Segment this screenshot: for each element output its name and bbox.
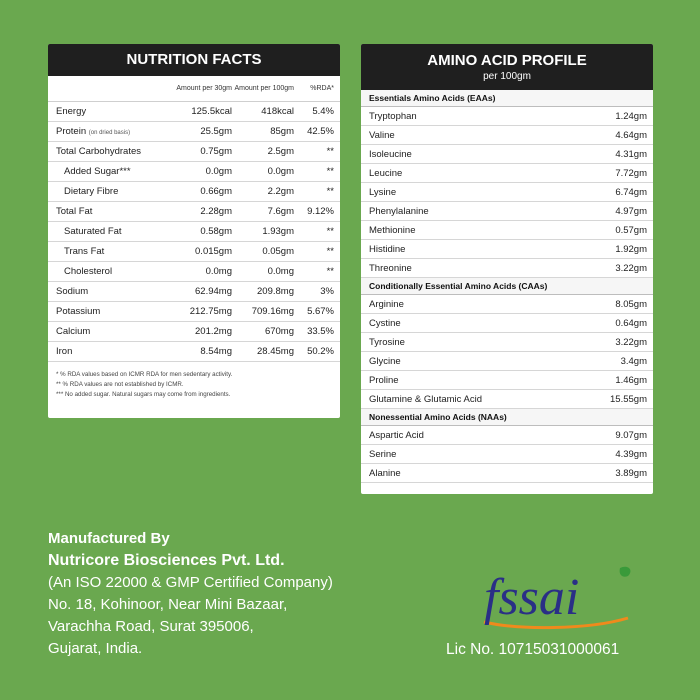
amino-name: Aspartic Acid (369, 429, 424, 441)
per30-value: 0.75gm (200, 146, 232, 157)
amino-name: Lysine (369, 186, 397, 198)
amino-acid-header (361, 44, 653, 90)
nutrition-rows (48, 102, 340, 362)
amino-name: Valine (369, 129, 395, 141)
amino-name: Glycine (369, 355, 401, 367)
per100-value: 0.0mg (267, 266, 294, 277)
license-number: Lic No. 10715031000061 (446, 641, 620, 658)
per30-value: 25.5gm (200, 126, 232, 137)
per100-value: 85gm (270, 126, 294, 137)
nutrition-row (48, 242, 340, 262)
amino-row (361, 145, 653, 164)
col-rda-label: %RDA* (310, 85, 334, 92)
amino-row (361, 164, 653, 183)
nutrient-name: Saturated Fat (64, 226, 122, 237)
amino-row (361, 426, 653, 445)
amino-value: 3.22gm (615, 336, 647, 348)
nutrient-name: Calcium (56, 326, 91, 337)
rda-value: ** (326, 226, 334, 237)
amino-name: Phenylalanine (369, 205, 429, 217)
amino-row (361, 464, 653, 483)
nutrition-row (48, 122, 340, 142)
per100-value: 2.5gm (267, 146, 294, 157)
rda-value: 5.67% (307, 306, 334, 317)
amino-row (361, 202, 653, 221)
per100-value: 7.6gm (267, 206, 294, 217)
per30-value: 212.75mg (189, 306, 232, 317)
per100-value: 670mg (264, 326, 294, 337)
amino-row (361, 314, 653, 333)
nutrition-row (48, 222, 340, 242)
fssai-logo-text: fssai (484, 569, 580, 626)
nutrient-name: Dietary Fibre (64, 186, 119, 197)
nutrition-row (48, 142, 340, 162)
nutrition-facts-panel (48, 44, 340, 418)
per100-value: 0.05gm (262, 246, 294, 257)
rda-value: 5.4% (312, 106, 334, 117)
fssai-logo-icon (478, 560, 638, 636)
manufacturer-heading: Manufactured By (48, 530, 170, 547)
amino-name: Arginine (369, 298, 404, 310)
amino-value: 3.89gm (615, 467, 647, 479)
amino-name: Histidine (369, 243, 406, 255)
amino-value: 1.46gm (615, 374, 647, 386)
amino-row (361, 295, 653, 314)
nutrition-row (48, 162, 340, 182)
nutrition-row (48, 102, 340, 122)
amino-acid-rows (361, 90, 653, 483)
nutrition-row (48, 182, 340, 202)
per30-value: 0.0gm (205, 166, 232, 177)
amino-value: 1.24gm (615, 110, 647, 122)
amino-row (361, 183, 653, 202)
rda-value: ** (326, 166, 334, 177)
nutrition-row (48, 202, 340, 222)
col-per100-label: Amount per 100gm (234, 84, 294, 92)
nutrition-row (48, 342, 340, 362)
amino-value: 9.07gm (615, 429, 647, 441)
nutrition-row (48, 282, 340, 302)
rda-value: ** (326, 146, 334, 157)
amino-section-heading: Conditionally Essential Amino Acids (CAAs) (361, 278, 653, 295)
amino-name: Isoleucine (369, 148, 412, 160)
company-name: Nutricore Biosciences Pvt. Ltd. (48, 552, 285, 569)
amino-value: 4.97gm (615, 205, 647, 217)
nutrition-column-header (48, 76, 340, 102)
amino-value: 4.31gm (615, 148, 647, 160)
nutrient-note: (on dried basis) (88, 130, 131, 136)
amino-row (361, 259, 653, 278)
per30-value: 0.58gm (200, 226, 232, 237)
per100-value: 418kcal (261, 106, 294, 117)
nutrient-name: Total Carbohydrates (56, 146, 142, 157)
nutrient-name: Cholesterol (64, 266, 113, 277)
nutrient-name: Trans Fat (64, 246, 105, 257)
amino-acid-title: AMINO ACID PROFILE (427, 52, 587, 69)
address-line: Gujarat, India. (48, 640, 143, 657)
per100-value: 28.45mg (257, 346, 294, 357)
nutrition-footnotes (48, 362, 340, 400)
per100-value: 709.16mg (251, 306, 294, 317)
amino-name: Alanine (369, 467, 401, 479)
amino-value: 4.64gm (615, 129, 647, 141)
amino-acid-panel (361, 44, 653, 494)
per30-value: 0.015gm (195, 246, 232, 257)
address-line: (An ISO 22000 & GMP Certified Company) (48, 574, 333, 591)
amino-name: Proline (369, 374, 399, 386)
amino-value: 3.22gm (615, 262, 647, 274)
amino-name: Tryptophan (369, 110, 417, 122)
amino-value: 7.72gm (615, 167, 647, 179)
footnote: *** No added sugar. Natural sugars may come from ingredients. (56, 391, 231, 398)
per100-value: 209.8mg (257, 286, 294, 297)
rda-value: 42.5% (307, 126, 334, 137)
nutrient-name: Potassium (56, 306, 101, 317)
amino-row (361, 390, 653, 409)
nutrient-name: Sodium (56, 286, 89, 297)
nutrient-name: Protein (56, 126, 87, 137)
nutrition-facts-title: NUTRITION FACTS (48, 44, 340, 76)
nutrient-name: Energy (56, 106, 87, 117)
nutrient-name: Total Fat (56, 206, 93, 217)
amino-name: Glutamine & Glutamic Acid (369, 393, 482, 405)
per30-value: 125.5kcal (191, 106, 232, 117)
rda-value: 33.5% (307, 326, 334, 337)
per30-value: 8.54mg (200, 346, 232, 357)
amino-section-heading: Nonessential Amino Acids (NAAs) (361, 409, 653, 426)
footnote: * % RDA values based on ICMR RDA for men sedentary activity. (56, 371, 233, 378)
rda-value: ** (326, 266, 334, 277)
nutrition-row (48, 322, 340, 342)
rda-value: 3% (320, 286, 334, 297)
nutrition-row (48, 262, 340, 282)
amino-name: Methionine (369, 224, 416, 236)
col-per30-label: Amount per 30gm (176, 84, 232, 92)
amino-name: Cystine (369, 317, 401, 329)
manufacturer-info (48, 528, 448, 660)
amino-section-heading: Essentials Amino Acids (EAAs) (361, 90, 653, 107)
amino-name: Tyrosine (369, 336, 405, 348)
address-line: No. 18, Kohinoor, Near Mini Bazaar, (48, 596, 288, 613)
amino-row (361, 107, 653, 126)
rda-value: ** (326, 186, 334, 197)
amino-value: 4.39gm (615, 448, 647, 460)
amino-value: 1.92gm (615, 243, 647, 255)
amino-row (361, 333, 653, 352)
amino-row (361, 126, 653, 145)
amino-value: 0.64gm (615, 317, 647, 329)
nutrient-name: Added Sugar*** (64, 166, 131, 177)
amino-value: 0.57gm (615, 224, 647, 236)
nutrition-row (48, 302, 340, 322)
amino-value: 6.74gm (615, 186, 647, 198)
per30-value: 0.0mg (205, 266, 232, 277)
per100-value: 0.0gm (267, 166, 294, 177)
rda-value: 9.12% (307, 206, 334, 217)
amino-row (361, 352, 653, 371)
per30-value: 201.2mg (195, 326, 232, 337)
rda-value: 50.2% (307, 346, 334, 357)
amino-name: Serine (369, 448, 397, 460)
per100-value: 2.2gm (267, 186, 294, 197)
amino-row (361, 371, 653, 390)
per30-value: 62.94mg (195, 286, 232, 297)
amino-name: Leucine (369, 167, 403, 179)
amino-row (361, 221, 653, 240)
per100-value: 1.93gm (262, 226, 294, 237)
amino-acid-subtitle: per 100gm (483, 71, 531, 82)
amino-name: Threonine (369, 262, 412, 274)
per30-value: 2.28gm (200, 206, 232, 217)
rda-value: ** (326, 246, 334, 257)
per30-value: 0.66gm (200, 186, 232, 197)
footnote: ** % RDA values are not established by ICMR. (56, 381, 184, 388)
address-line: Varachha Road, Surat 395006, (48, 618, 254, 635)
amino-value: 3.4gm (620, 355, 647, 367)
amino-row (361, 445, 653, 464)
amino-value: 15.55gm (610, 393, 647, 405)
amino-row (361, 240, 653, 259)
amino-value: 8.05gm (615, 298, 647, 310)
nutrient-name: Iron (56, 346, 73, 357)
